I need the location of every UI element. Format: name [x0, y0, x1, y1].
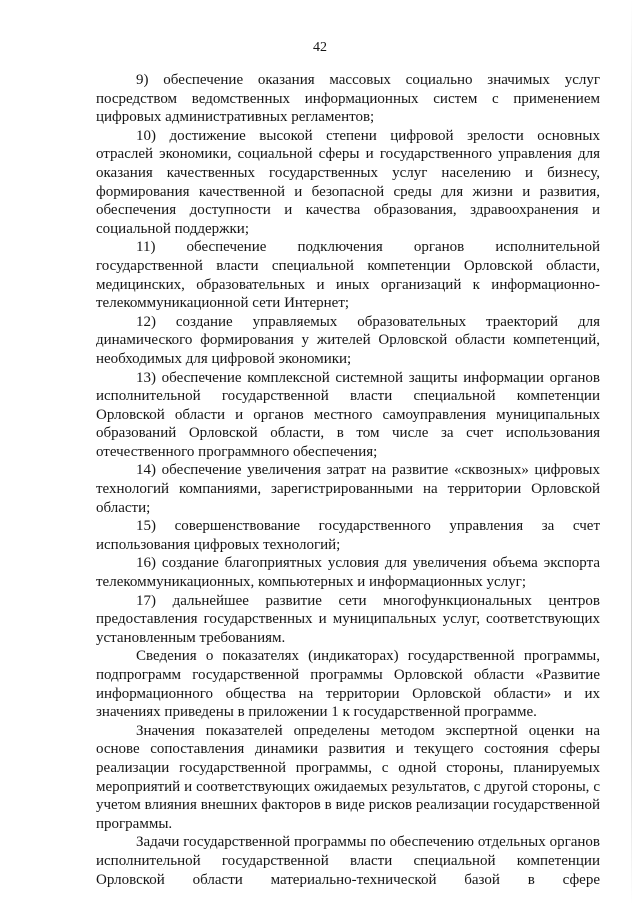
paragraph-item-16: 16) создание благоприятных условия для увеличения объема экспорта телекоммуникационных, компьютерных и информационных услуг; [96, 555, 600, 591]
paragraph-item-10: 10) достижение высокой степени цифровой зрелости основных отраслей экономики, социальной сферы и государственного управления для оказания качественных государственных услуг населению и бизнесу, формирования качественной и безопасной среды для жизни и развития, обеспечения доступности и качества образования, здравоохранения и социальной поддержки; [96, 127, 600, 237]
paragraph-item-11: 11) обеспечение подключения органов исполнительной государственной власти специальной компетенции Орловской области, медицинских, образовательных и иных организаций к информационно-телекоммуникационной сети Интернет; [96, 239, 600, 312]
paragraph-program-tasks: Задачи государственной программы по обеспечению отдельных органов исполнительной государственной власти специальной компетенции Орловской области материально-технической базой в сфере [96, 834, 600, 888]
paragraph-item-13: 13) обеспечение комплексной системной защиты информации органов исполнительной государственной власти специальной компетенции Орловской области и органов местного самоуправления муниципальных образований Орловской области, в том числе за счет использования отечественного программного обеспечения; [96, 369, 600, 460]
paragraph-item-17: 17) дальнейшее развитие сети многофункциональных центров предоставления государственных и муниципальных услуг, соответствующих установленным требованиям. [96, 592, 600, 646]
scan-edge-line [631, 0, 632, 905]
paragraph-item-15: 15) совершенствование государственного управления за счет использования цифровых технологий; [96, 518, 600, 553]
paragraph-item-14: 14) обеспечение увеличения затрат на развитие «сквозных» цифровых технологий компаниями, зарегистрированными на территории Орловской области; [96, 462, 600, 516]
paragraph-indicators: Сведения о показателях (индикаторах) государственной программы, подпрограмм государственной программы Орловской области «Развитие информационного общества на территории Орловской области» и их значениях приведены в приложении 1 к государственной программе. [96, 648, 600, 721]
paragraph-item-9: 9) обеспечение оказания массовых социально значимых услуг посредством ведомственных информационных систем с применением цифровых административных регламентов; [96, 72, 600, 126]
document-body [96, 71, 600, 889]
paragraph-item-12: 12) создание управляемых образовательных траекторий для динамического формирования у жителей Орловской области компетенций, необходимых для цифровой экономики; [96, 313, 600, 367]
paragraph-indicator-values: Значения показателей определены методом экспертной оценки на основе сопоставления динамики развития и текущего состояния сферы реализации государственной программы, с одной стороны, планируемых мероприятий и соответствующих ожидаемых результатов, с другой стороны, с учетом влияния внешних факторов в виде рисков реализации государственной программы. [96, 722, 600, 832]
page-number: 42 [313, 40, 327, 55]
